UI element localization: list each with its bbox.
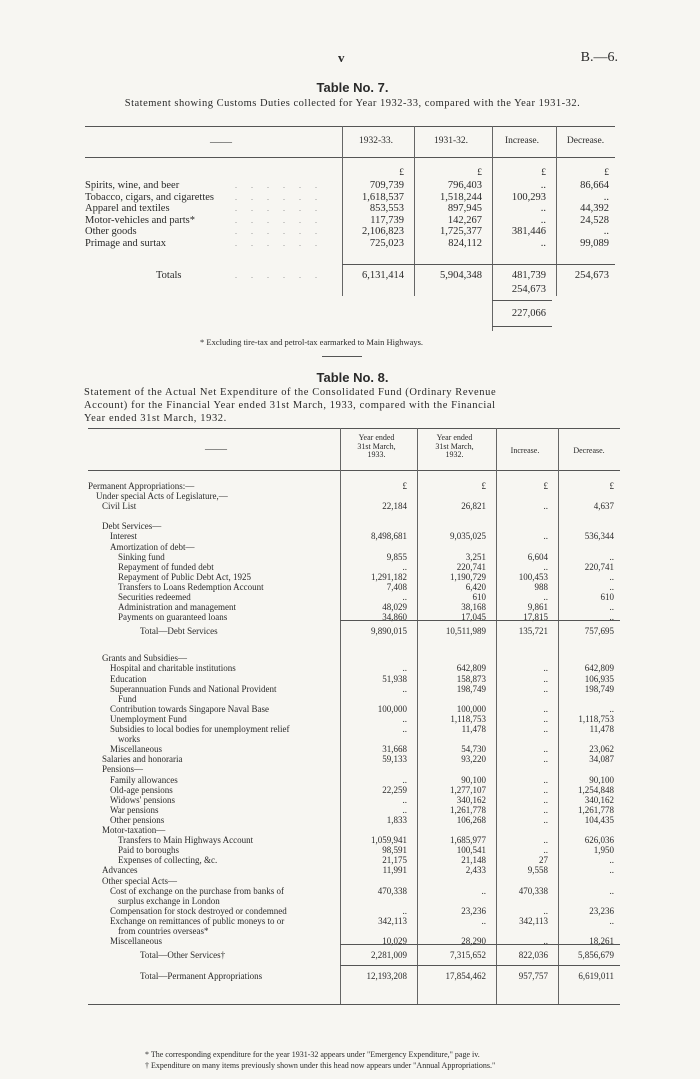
- table8-value: ..: [543, 673, 548, 684]
- table8-value: 23,236: [461, 905, 486, 916]
- table8-footnote: * The corresponding expenditure for the year 1931-32 appears under "Emergency Expenditure," page iv.: [145, 1050, 480, 1059]
- table8-value: ..: [609, 855, 614, 866]
- table8-value: ..: [543, 561, 548, 572]
- table8-row-label: Contribution towards Singapore Naval Base: [110, 703, 269, 714]
- table7-row-label: Primage and surtax: [85, 238, 167, 249]
- table7-unit: £: [477, 168, 482, 178]
- table8-value: 1,261,778: [450, 804, 486, 815]
- table8-column-header: Year ended: [358, 433, 395, 442]
- table8-value: 1,254,848: [578, 784, 614, 795]
- table8-value: 9,890,015: [371, 626, 407, 637]
- table7-net-rule: [492, 300, 552, 301]
- table8-column-header: 1932.: [445, 450, 464, 459]
- table8-value: 198,749: [584, 683, 614, 694]
- table8-unit: £: [543, 481, 548, 491]
- table8-row-label: surplus exchange in London: [118, 895, 220, 906]
- table8-value: 27: [539, 855, 548, 866]
- table8-value: 220,741: [456, 561, 486, 572]
- table7-row-label: Apparel and textiles: [85, 203, 170, 215]
- table7-title: Table No. 7.: [316, 80, 389, 95]
- table8-value: ..: [609, 602, 614, 613]
- table8-unit: £: [481, 481, 486, 491]
- table8-column-header: Decrease.: [573, 446, 605, 455]
- table8-row-label: Pensions—: [102, 764, 144, 775]
- table8-value: ..: [609, 915, 614, 926]
- table8-value: 59,133: [382, 754, 407, 765]
- caption-line: Statement of the Actual Net Expenditure of the Consolidated Fund (Ordinary Revenue: [84, 387, 497, 398]
- table8-value: ..: [402, 724, 407, 734]
- table8-value: ..: [543, 724, 548, 734]
- table8-column-header: 31st March,: [435, 441, 474, 451]
- table8-value: ..: [402, 905, 407, 916]
- table7-total-value: 254,673: [574, 270, 609, 281]
- row-leader-dots: . . . . . .: [235, 215, 323, 225]
- table8-value: 6,619,011: [578, 971, 614, 982]
- table8-row-label: Fund: [118, 693, 137, 704]
- table8-row-label: Salaries and honoraria: [102, 754, 183, 765]
- table8-row-label: Permanent Appropriations:—: [88, 481, 195, 491]
- table8-row-label: Compensation for stock destroyed or condemned: [110, 905, 287, 916]
- table7-total-value: 5,904,348: [440, 270, 482, 281]
- table8-value: ..: [609, 571, 614, 582]
- table8-value: ..: [609, 551, 614, 562]
- table8-row-label: Miscellaneous: [110, 936, 162, 947]
- table7-total-value: 481,739: [511, 270, 546, 281]
- row-leader-dots: . . . . . .: [235, 271, 323, 280]
- table8-value: 340,162: [584, 794, 614, 805]
- row-leader-dots: . . . . . .: [235, 239, 323, 248]
- table8-row-label: Subsidies to local bodies for unemployment relief: [110, 724, 290, 734]
- table8-value: 106,268: [456, 814, 486, 825]
- table8-row-label: Administration and management: [118, 602, 236, 613]
- table8-value: ..: [543, 683, 548, 694]
- table8-row-label: Superannuation Funds and National Provident: [110, 683, 277, 694]
- table8-row-label: Expenses of collecting, &c.: [118, 855, 218, 866]
- table8-value: 340,162: [456, 794, 486, 805]
- table8-value: 23,062: [589, 744, 614, 755]
- table8-value: 11,478: [589, 724, 614, 734]
- table8-value: ..: [543, 835, 548, 846]
- table8-value: 610: [472, 592, 486, 602]
- table8-value: 21,175: [382, 855, 407, 866]
- table8-value: 22,184: [382, 501, 407, 512]
- table8-row-label: Total—Other Services†: [140, 950, 226, 961]
- table8-value: 100,000: [377, 703, 407, 714]
- table8-row-label: Under special Acts of Legislature,—: [96, 491, 228, 502]
- table8-value: 536,344: [584, 531, 614, 542]
- table8-row-label: works: [118, 734, 140, 745]
- table8-total-rule: [340, 620, 620, 621]
- table8-row-label: Other special Acts—: [102, 875, 177, 886]
- table8-row-label: Grants and Subsidies—: [102, 653, 187, 664]
- table7-header-rule: [85, 157, 615, 158]
- table8-total-rule: [340, 965, 620, 966]
- table7-value: 99,089: [580, 238, 609, 249]
- table8-value: 757,695: [584, 626, 614, 637]
- table8-value: 38,168: [461, 602, 486, 613]
- table8-value: 54,730: [461, 744, 486, 755]
- table8-header-rule: [88, 470, 620, 471]
- table8-value: 1,291,182: [371, 571, 407, 582]
- table8-value: ..: [543, 845, 548, 856]
- page-header: [0, 50, 700, 70]
- table7-row-label: Spirits, wine, and beer: [85, 180, 180, 191]
- table7-value: ..: [540, 180, 546, 191]
- table8-value: 1,261,778: [578, 804, 614, 815]
- table8-bottom-rule: [88, 1004, 620, 1005]
- table7-value: 1,725,377: [440, 226, 482, 238]
- table8-row-label: from countries overseas*: [118, 926, 209, 936]
- table8-row-label: Education: [110, 673, 147, 684]
- table8-row-label: Other pensions: [110, 814, 165, 825]
- table8-value: 988: [534, 581, 548, 592]
- table7-caption: Statement showing Customs Duties collected for Year 1932-33, compared with the Year 1931-32.: [124, 98, 581, 109]
- table8-row-label: Advances: [102, 865, 138, 876]
- table8-row-label: Total—Debt Services: [140, 626, 218, 637]
- table8-value: 1,685,977: [450, 835, 486, 846]
- table8-unit: £: [402, 481, 407, 491]
- table8-value: 22,259: [382, 784, 407, 795]
- table8-value: ..: [481, 915, 486, 926]
- table8-value: 9,855: [386, 551, 407, 562]
- table7-net-rule: [492, 326, 552, 327]
- table8-value: ..: [402, 683, 407, 694]
- table7-value: 725,023: [369, 238, 404, 249]
- table8-value: 17,045: [461, 612, 486, 623]
- table8-value: 1,059,941: [371, 835, 407, 846]
- table8-value: 642,809: [456, 663, 486, 674]
- table8-value: 18,261: [589, 936, 614, 947]
- table7-unit: £: [541, 168, 546, 178]
- table7-value: 2,106,823: [362, 226, 404, 238]
- table8-row-label: Civil List: [102, 501, 137, 512]
- table8-value: ..: [543, 744, 548, 755]
- table8-title: Table No. 8.: [316, 370, 389, 385]
- table8-row-label: Paid to boroughs: [118, 845, 180, 856]
- caption-line: Year ended 31st March, 1932.: [84, 413, 227, 424]
- table8-row-label: War pensions: [110, 804, 159, 815]
- row-leader-dots: . . . . . .: [235, 227, 323, 237]
- table8-value: 11,991: [382, 865, 407, 876]
- table8-value: 10,029: [382, 936, 407, 947]
- table8-value: ..: [402, 794, 407, 805]
- table7-value: 853,553: [369, 203, 404, 215]
- table8-value: 7,315,652: [450, 950, 486, 961]
- table8-footnote: † Expenditure on many items previously shown under this head now appears under "Annual Appropriations.": [145, 1061, 496, 1070]
- table8-value: 93,220: [461, 754, 486, 765]
- table8-value: ..: [543, 936, 548, 947]
- table7-value: 824,112: [448, 238, 482, 249]
- table7-value: ..: [540, 214, 546, 226]
- table8-value: 158,873: [456, 673, 486, 684]
- document-reference: B.—6.: [580, 50, 618, 65]
- table8-value: 2,433: [465, 865, 486, 876]
- table8-value: 12,193,208: [366, 971, 407, 982]
- table7-value: 142,267: [447, 214, 482, 226]
- table8-value: 822,036: [518, 950, 548, 961]
- table8-row-label: Motor-taxation—: [102, 825, 166, 835]
- table8-value: 3,251: [465, 551, 486, 562]
- table7-value: 100,293: [511, 191, 546, 203]
- table8-value: 90,100: [589, 774, 614, 785]
- table7-column-header: 1932-33.: [358, 136, 394, 146]
- table7-value: 381,446: [511, 226, 546, 238]
- table8-total-rule: [340, 944, 620, 945]
- table8-row-label: Sinking fund: [118, 551, 165, 562]
- table8-row-label: Widows' pensions: [110, 794, 176, 805]
- table7-value: 1,518,244: [440, 191, 482, 203]
- table7-column-header: Increase.: [504, 136, 539, 146]
- table8-value: 10,511,989: [445, 626, 486, 637]
- table8-row-label: Old-age pensions: [110, 784, 173, 795]
- table8-row-label: Transfers to Loans Redemption Account: [118, 581, 264, 592]
- table8-value: ..: [609, 865, 614, 876]
- table8-value: 6,604: [527, 551, 548, 562]
- table8-value: 90,100: [461, 774, 486, 785]
- table8-value: ..: [543, 754, 548, 765]
- table8-value: 34,087: [589, 754, 614, 765]
- table8-row-label: Total—Permanent Appropriations: [140, 971, 263, 982]
- table8-value: 610: [600, 592, 614, 602]
- table8-column-header: Year ended: [436, 433, 473, 442]
- table8-value: 220,741: [584, 561, 614, 572]
- table8-value: ..: [609, 703, 614, 714]
- page-marker: v: [338, 50, 345, 65]
- table8-value: 9,861: [527, 602, 548, 613]
- table7-row-label: Tobacco, cigars, and cigarettes: [85, 191, 214, 203]
- table7-value: ..: [540, 203, 546, 215]
- table8-value: 21,148: [461, 855, 486, 866]
- table8-column-header: 31st March,: [357, 441, 396, 451]
- table8-value: ..: [481, 885, 486, 896]
- table8-value: ..: [609, 885, 614, 896]
- table8-value: ..: [402, 713, 407, 724]
- table8-column-header: Increase.: [510, 446, 540, 455]
- table8-value: 100,453: [518, 571, 548, 582]
- table8-value: ..: [402, 592, 407, 602]
- table7-value: 897,945: [447, 203, 482, 215]
- table8-value: 100,541: [456, 845, 486, 856]
- table7-value: 44,392: [580, 203, 609, 215]
- table8-value: 8,498,681: [371, 531, 407, 542]
- table8-value: ..: [402, 561, 407, 572]
- table8-unit: £: [609, 481, 614, 491]
- table8-value: 2,281,009: [371, 950, 407, 961]
- table8-row-label: Family allowances: [110, 774, 178, 785]
- table8-value: ..: [543, 663, 548, 674]
- table8-row-label: Exchange on remittances of public moneys to or: [110, 915, 285, 926]
- table7-value: ..: [540, 238, 546, 249]
- table7-value: 86,664: [580, 180, 609, 191]
- table8-row-label: Amortization of debt—: [110, 541, 195, 552]
- table8-column-header: 1933.: [367, 450, 386, 459]
- table8-value: 9,558: [527, 865, 548, 876]
- table8-value: 26,821: [461, 501, 486, 512]
- table8-value: ..: [543, 531, 548, 542]
- table8-value: 342,113: [519, 915, 548, 926]
- table7-footnote: * Excluding tire-tax and petrol-tax earmarked to Main Highways.: [200, 337, 424, 347]
- table8-row-label: Repayment of funded debt: [118, 561, 214, 572]
- table8-value: 957,757: [518, 971, 548, 982]
- table8-value: 5,856,679: [578, 950, 614, 961]
- table7-column-header: 1931-32.: [433, 136, 469, 146]
- table8-value: ..: [402, 774, 407, 785]
- row-leader-dots: . . . . . .: [235, 192, 323, 202]
- table7-column-header: Decrease.: [566, 136, 605, 146]
- table8-value: ..: [402, 804, 407, 815]
- table8-value: 17,815: [523, 612, 548, 623]
- table8-value: 4,637: [593, 501, 614, 512]
- table7-value: 117,739: [370, 214, 404, 226]
- table7-row-label: Other goods: [85, 226, 137, 238]
- table8-value: ..: [543, 592, 548, 602]
- table8-value: 98,591: [382, 845, 407, 856]
- table7-value: 24,528: [580, 214, 609, 226]
- table8-value: 198,749: [456, 683, 486, 694]
- table8-row-label: Interest: [110, 531, 137, 542]
- table8-value: 1,833: [386, 814, 407, 825]
- table8-value: 626,036: [584, 835, 614, 846]
- table8-value: 1,277,107: [450, 784, 486, 795]
- section-divider: [322, 356, 362, 357]
- table7-dash: ——: [210, 136, 232, 148]
- caption-line: Account) for the Financial Year ended 31st March, 1933, compared with the Financial: [84, 400, 496, 411]
- table8-value: ..: [543, 905, 548, 916]
- table8-value: 48,029: [382, 602, 407, 613]
- table8-value: ..: [609, 581, 614, 592]
- table8-value: ..: [543, 774, 548, 785]
- table8-value: 28,290: [461, 936, 486, 947]
- table8-value: ..: [402, 663, 407, 674]
- table8-value: 1,118,753: [450, 713, 486, 724]
- table8-value: 6,420: [465, 581, 486, 592]
- table7-value: ..: [603, 226, 609, 238]
- table8-row-label: Unemployment Fund: [110, 713, 187, 724]
- table7-value: 1,618,537: [362, 191, 404, 203]
- table8-value: 106,935: [584, 673, 614, 684]
- table8-top-rule: [88, 428, 620, 429]
- table8-value: 7,408: [386, 581, 407, 592]
- table7-total-value: 6,131,414: [362, 270, 404, 281]
- table7-value: 796,403: [447, 180, 482, 191]
- table8-value: 642,809: [584, 663, 614, 674]
- table8-row-label: Securities redeemed: [118, 592, 191, 602]
- table8-row-label: Hospital and charitable institutions: [110, 663, 236, 674]
- table8-value: ..: [543, 501, 548, 512]
- table8-row-label: Payments on guaranteed loans: [118, 612, 228, 623]
- table7-unit: £: [399, 168, 404, 178]
- table7-value: 709,739: [369, 180, 404, 191]
- table8-value: 34,860: [382, 612, 407, 623]
- table8-value: 1,118,753: [578, 713, 614, 724]
- table8-value: 342,113: [378, 915, 407, 926]
- table8-row-label: Repayment of Public Debt Act, 1925: [118, 571, 251, 582]
- table8-value: 1,950: [593, 845, 614, 856]
- row-leader-dots: . . . . . .: [235, 204, 323, 214]
- table8-value: ..: [543, 713, 548, 724]
- table8-dash: ——: [205, 443, 227, 455]
- table8-value: 11,478: [461, 724, 486, 734]
- table8-value: 17,854,462: [445, 971, 486, 982]
- table7-totals-rule: [342, 264, 615, 265]
- table8-value: 51,938: [382, 673, 407, 684]
- table8-value: ..: [543, 804, 548, 815]
- table7-row-label: Motor-vehicles and parts*: [85, 214, 196, 226]
- table7-totals-label: Totals: [156, 270, 182, 281]
- table7-value: ..: [603, 191, 609, 203]
- table8-value: ..: [543, 794, 548, 805]
- table8-value: 1,190,729: [450, 571, 486, 582]
- table8-value: 100,000: [456, 703, 486, 714]
- table8-value: 9,035,025: [450, 531, 486, 542]
- table8-row-label: Cost of exchange on the purchase from banks of: [110, 885, 284, 896]
- table8-caption: [84, 386, 625, 425]
- table7-net-increase: 227,066: [511, 308, 546, 319]
- row-leader-dots: . . . . . .: [235, 181, 323, 190]
- table8-value: ..: [543, 703, 548, 714]
- table8-value: 104,435: [584, 814, 614, 825]
- table8-row-label: Debt Services—: [102, 521, 162, 532]
- table8-value: 31,668: [382, 744, 407, 755]
- table8-value: ..: [543, 814, 548, 825]
- table8-value: 23,236: [589, 905, 614, 916]
- table7-total-offset: 254,673: [511, 284, 546, 295]
- table7-unit: £: [604, 168, 609, 178]
- table8-value: ..: [609, 612, 614, 623]
- table8-row-label: Transfers to Main Highways Account: [118, 835, 254, 846]
- table8-value: 470,338: [518, 885, 548, 896]
- table8-value: ..: [543, 784, 548, 795]
- table8-value: 135,721: [518, 626, 548, 637]
- table7-top-rule: [85, 126, 615, 127]
- table8-value: 470,338: [377, 885, 407, 896]
- table8-row-label: Miscellaneous: [110, 744, 162, 755]
